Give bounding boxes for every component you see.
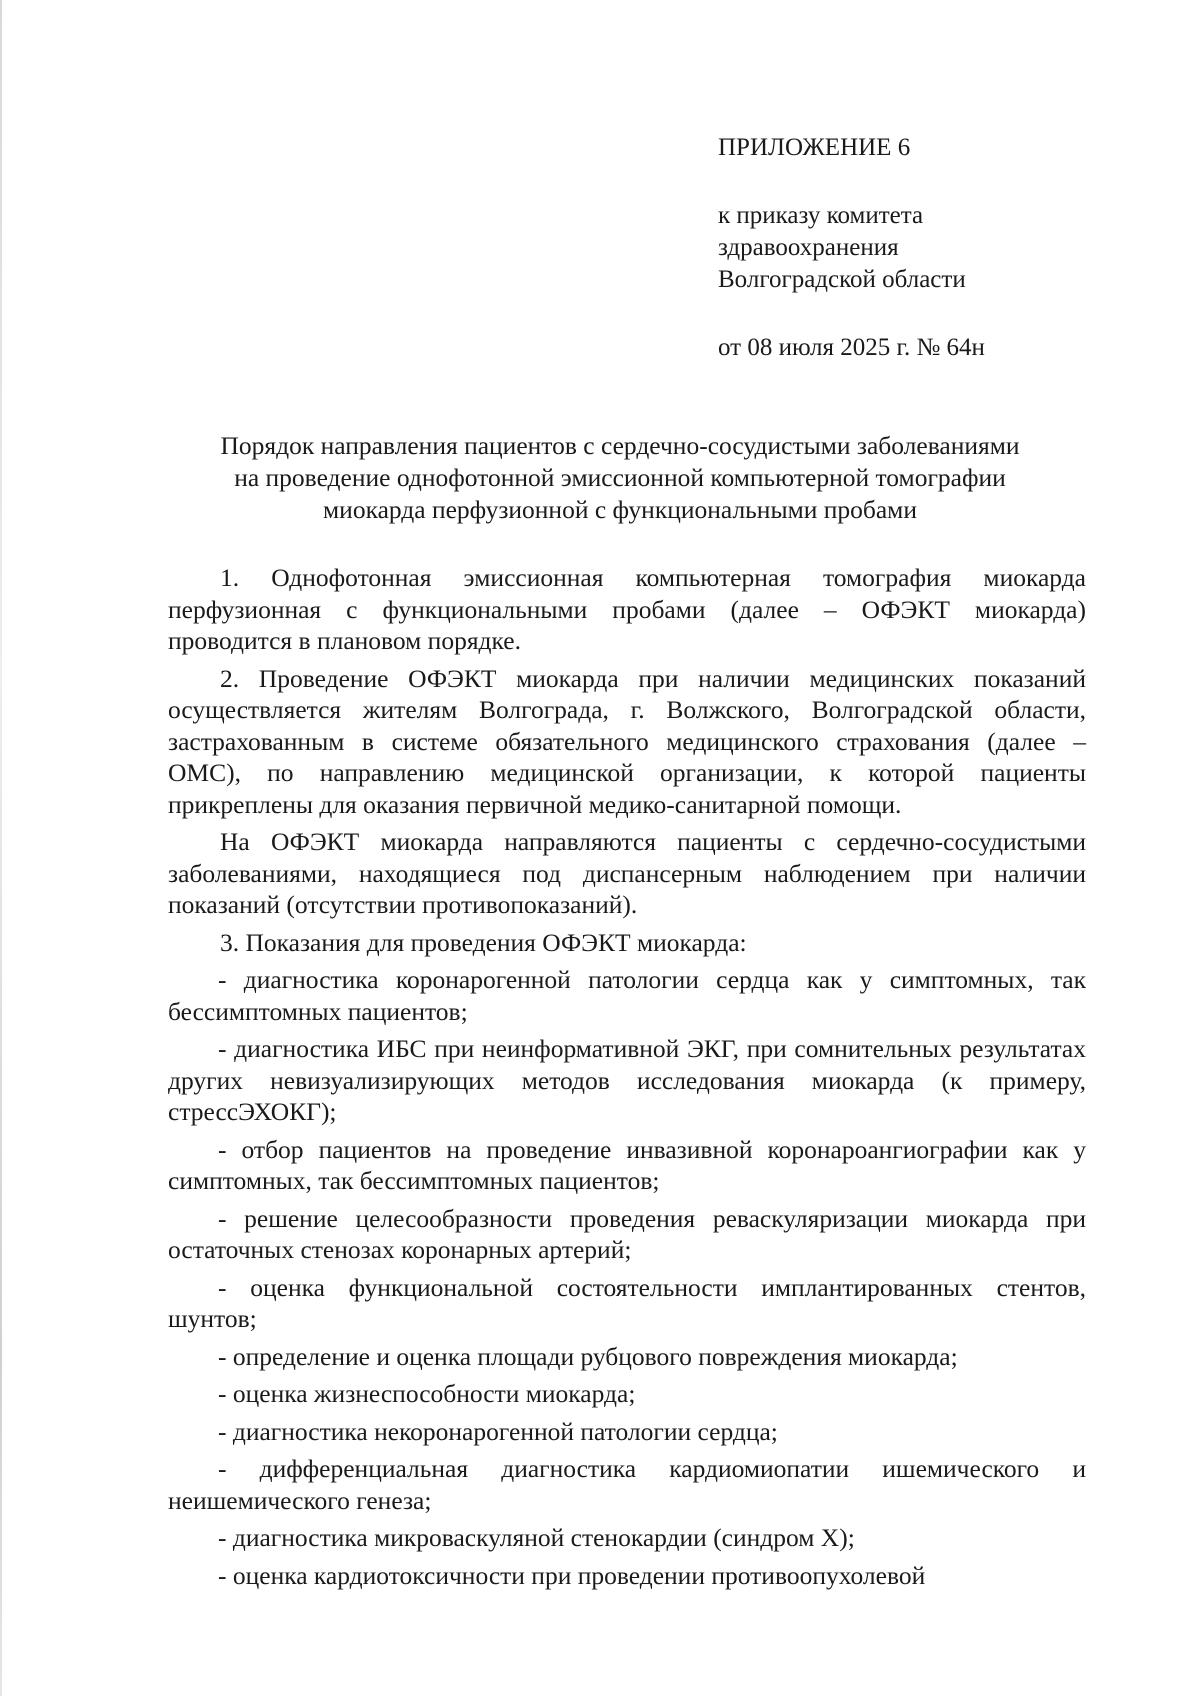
indication-item: - диагностика микроваскуляной стенокардии (синдром Х); [218, 1523, 855, 1552]
indication-item: - оценка кардиотоксичности при проведении противоопухолевой [218, 1560, 926, 1590]
indication-item: - определение и оценка площади рубцового повреждения миокарда; [218, 1341, 958, 1371]
appendix-heading: ПРИЛОЖЕНИЕ 6 [718, 134, 911, 161]
indication-item: - диагностика ИБС при неинформативной ЭКГ, при сомнительных результатах других невизуализирующих методов исследования миокарда (к примеру, стрессЭХОКГ); [168, 1034, 1086, 1126]
title-line: на проведение однофотонной эмиссионной компьютерной томографии [234, 463, 1006, 492]
paragraph: На ОФЭКТ миокарда направляются пациенты с сердечно-сосудистыми заболеваниями, находящиеся под диспансерным наблюдением при наличии показаний (отсутствии противопоказаний). [168, 827, 1086, 919]
indication-item: - диагностика коронарогенной патологии сердца как у симптомных, так бессимптомных пациентов; [168, 965, 1086, 1026]
appendix-to-order-line: к приказу комитета [718, 202, 924, 229]
paragraph: 2. Проведение ОФЭКТ миокарда при наличии медицинских показаний осуществляется жителям Волгограда, г. Волжского, Волгоградской области, застрахованным в системе обязательного медицинского страхования (далее – ОМС), по направлению медицинской организации, к которой пациенты прикреплены для оказания первичной медико-санитарной помощи. [168, 663, 1086, 819]
appendix-date: от 08 июля 2025 г. № 64н [718, 334, 985, 361]
paragraph: 1. Однофотонная эмиссионная компьютерная томография миокарда перфузионная с функциональными пробами (далее – ОФЭКТ миокарда) проводится в плановом порядке. [168, 563, 1086, 655]
indication-item: - дифференциальная диагностика кардиомиопатии ишемического и неишемического генеза; [168, 1454, 1086, 1515]
indication-item: - отбор пациентов на проведение инвазивной коронароангиографии как у симптомных, так бессимптомных пациентов; [168, 1134, 1086, 1195]
appendix-block [718, 132, 985, 364]
document-title [120, 430, 1120, 526]
indication-item: - решение целесообразности проведения реваскуляризации миокарда при остаточных стенозах коронарных артерий; [168, 1203, 1086, 1264]
title-line: миокарда перфузионной с функциональными пробами [323, 495, 917, 524]
appendix-to-order-line: Волгоградской области [718, 266, 966, 293]
paragraph: 3. Показания для проведения ОФЭКТ миокарда: [220, 927, 747, 957]
document-body [168, 562, 1086, 1597]
indication-item: - оценка функциональной состоятельности имплантированных стентов, шунтов; [168, 1272, 1086, 1333]
appendix-to-order-line: здравоохранения [718, 234, 899, 261]
indication-item: - диагностика некоронарогенной патологии сердца; [218, 1416, 778, 1446]
appendix-to-order [718, 200, 985, 296]
indication-item: - оценка жизнеспособности миокарда; [218, 1379, 636, 1408]
scan-edge [0, 0, 2, 1696]
title-line: Порядок направления пациентов с сердечно-сосудистыми заболеваниями [220, 431, 1020, 460]
